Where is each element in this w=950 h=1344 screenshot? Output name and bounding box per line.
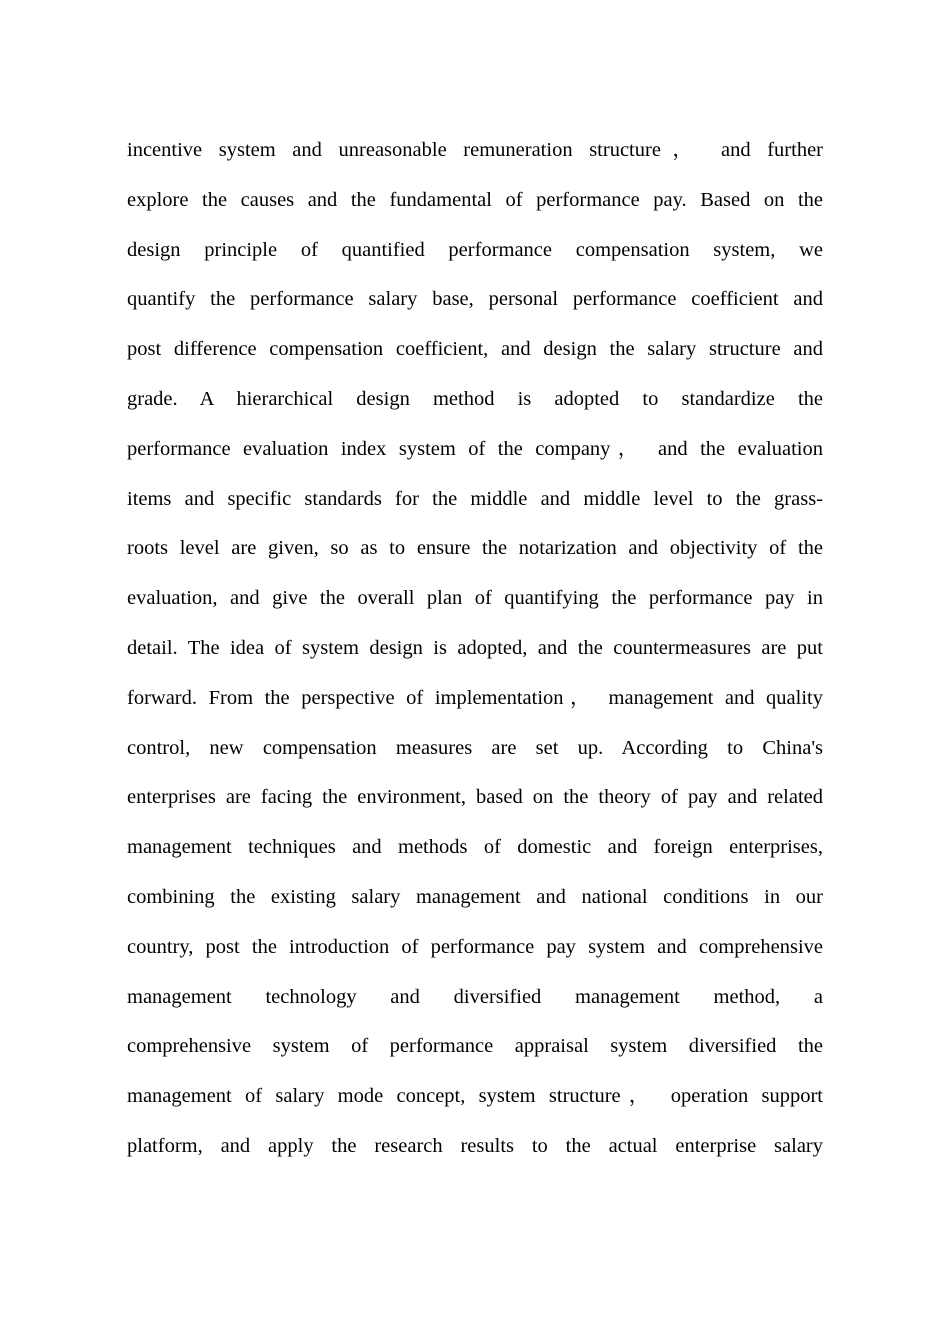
text-line: management techniques and methods of domestic and foreign enterprises, xyxy=(127,836,823,859)
text-line: design principle of quantified performance compensation system, we xyxy=(127,238,823,261)
text-line: quantify the performance salary base, personal performance coefficient and xyxy=(127,288,823,311)
text-line: country, post the introduction of performance pay system and comprehensive xyxy=(127,935,823,958)
text-line: enterprises are facing the environment, based on the theory of pay and related xyxy=(127,786,823,809)
text-line: detail. The idea of system design is adopted, and the countermeasures are put xyxy=(127,636,823,659)
text-line: control, new compensation measures are set up. According to China's xyxy=(127,736,823,759)
text-line: platform, and apply the research results to the actual enterprise salary xyxy=(127,1134,823,1157)
text-line: grade. A hierarchical design method is adopted to standardize the xyxy=(127,387,823,410)
text-line: forward. From the perspective of implementation， management and quality xyxy=(127,686,823,709)
text-line: post difference compensation coefficient, and design the salary structure and xyxy=(127,338,823,361)
text-line: roots level are given, so as to ensure the notarization and objectivity of the xyxy=(127,537,823,560)
text-line: performance evaluation index system of the company， and the evaluation xyxy=(127,437,823,460)
text-line: combining the existing salary management and national conditions in our xyxy=(127,885,823,908)
text-line: management technology and diversified management method, a xyxy=(127,985,823,1008)
text-line: comprehensive system of performance appraisal system diversified the xyxy=(127,1035,823,1058)
text-line: management of salary mode concept, system structure， operation support xyxy=(127,1085,823,1108)
text-line: items and specific standards for the middle and middle level to the grass- xyxy=(127,487,823,510)
text-line: evaluation, and give the overall plan of quantifying the performance pay in xyxy=(127,587,823,610)
text-line: incentive system and unreasonable remuneration structure， and further xyxy=(127,139,823,161)
text-line: explore the causes and the fundamental of performance pay. Based on the xyxy=(127,188,823,211)
body-paragraph xyxy=(127,126,823,1172)
